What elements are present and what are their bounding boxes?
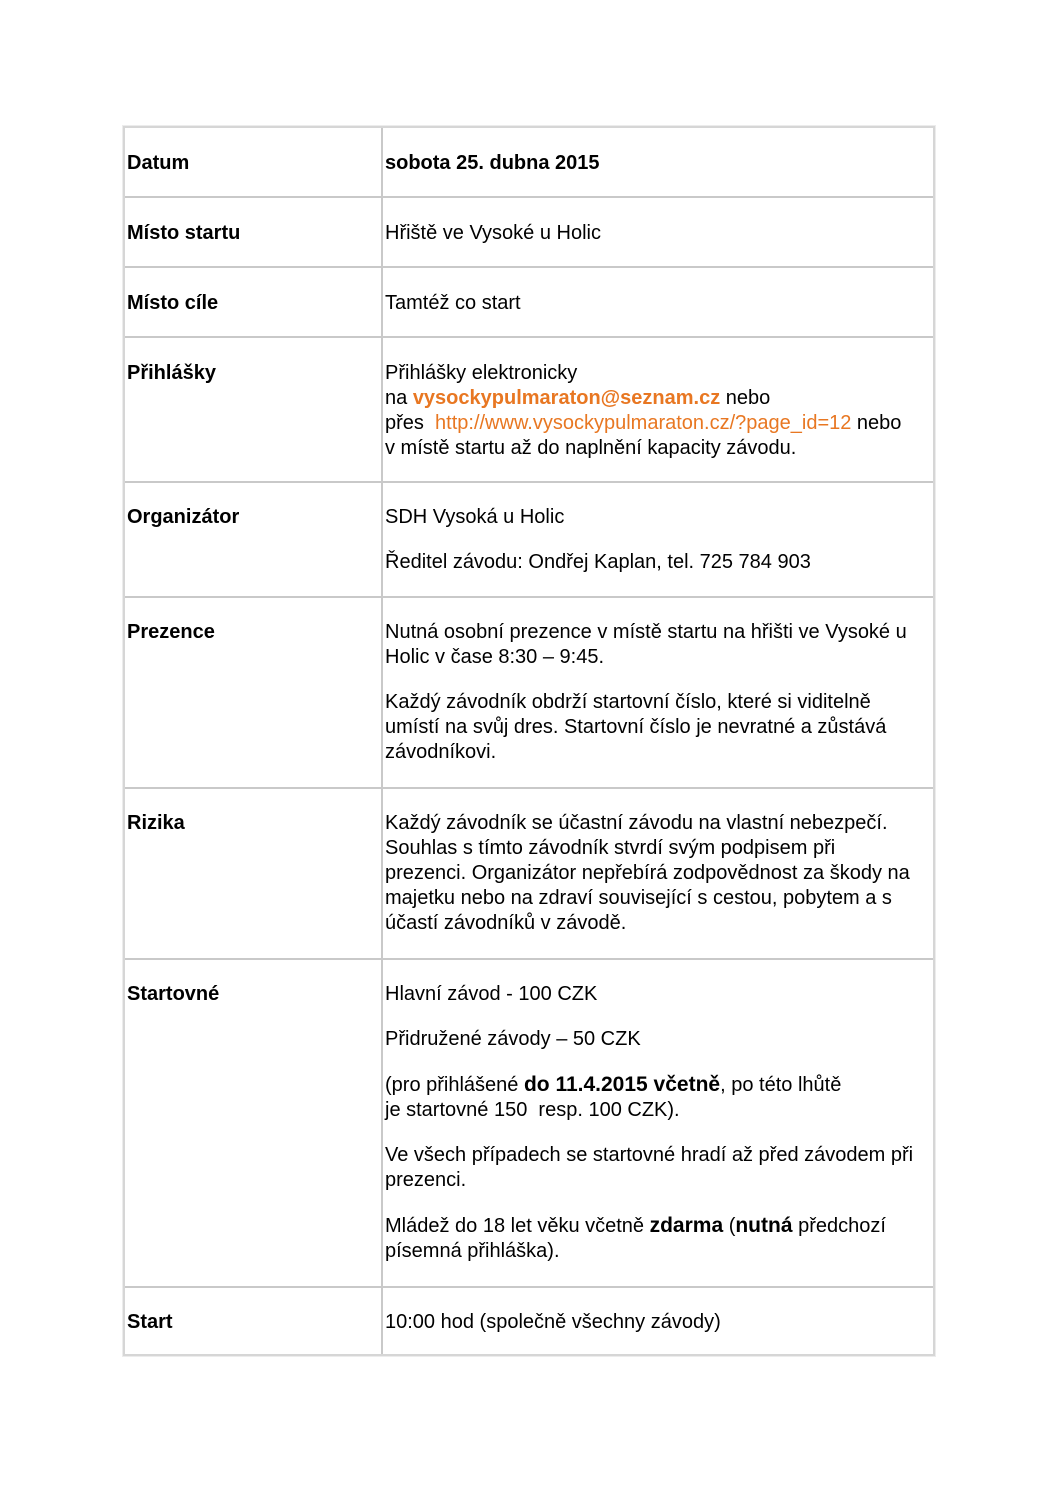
table-row-datum (125, 128, 933, 198)
registration-url-link[interactable]: http://www.vysockypulmaraton.cz/?page_id=12 (435, 412, 852, 434)
row-value (383, 598, 933, 789)
row-label (125, 198, 383, 268)
table-row-start (125, 1288, 933, 1354)
label-text: Místo startu (127, 222, 241, 244)
label-text: Datum (127, 152, 190, 174)
row-value (383, 128, 933, 198)
presence-paragraph-1: Nutná osobní prezence v místě startu na hřišti ve Vysoké u Holic v čase 8:30 – 9:45. (385, 621, 907, 668)
text: Mládež do 18 let věku včetně (385, 1215, 650, 1237)
document-page (123, 126, 935, 1356)
text: (pro přihlášené (385, 1074, 524, 1096)
presence-paragraph-2: Každý závodník obdrží startovní číslo, které si viditelně umístí na svůj dres. Startovní číslo je nevratné a zůstává závodníkovi. (385, 691, 887, 763)
payment-note: Ve všech případech se startovné hradí až před závodem při prezenci. (385, 1144, 914, 1191)
required-label: nutná (735, 1214, 793, 1237)
early-registration-note (385, 1072, 919, 1123)
table-row-misto-cile (125, 268, 933, 338)
text: předchozí písemná přihláška). (385, 1215, 886, 1262)
text: nebo (720, 387, 771, 409)
row-label (125, 128, 383, 198)
youth-note (385, 1213, 919, 1264)
date-value: sobota 25. dubna 2015 (385, 152, 600, 174)
row-label (125, 598, 383, 789)
row-value (383, 268, 933, 338)
row-value (383, 338, 933, 483)
main-race-fee: Hlavní závod - 100 CZK (385, 983, 598, 1005)
free-label: zdarma (649, 1214, 724, 1237)
label-text: Místo cíle (127, 292, 219, 314)
row-value (383, 1288, 933, 1354)
table-row-prihlasky (125, 338, 933, 483)
row-label (125, 960, 383, 1288)
text: , po této lhůtě (720, 1074, 842, 1096)
table-row-misto-startu (125, 198, 933, 268)
start-time-value: 10:00 hod (společně všechny závody) (385, 1311, 721, 1333)
fees-block (385, 960, 931, 1286)
label-text: Startovné (127, 983, 220, 1005)
table-row-organizator (125, 483, 933, 598)
text: nebo (851, 412, 902, 434)
label-text: Rizika (127, 812, 185, 834)
presence-block (385, 598, 931, 787)
text: je startovné 150 resp. 100 CZK). (385, 1099, 680, 1121)
row-value (383, 483, 933, 598)
organizer-name: SDH Vysoká u Holic (385, 506, 565, 528)
label-text: Přihlášky (127, 362, 216, 384)
deadline-date: do 11.4.2015 včetně (523, 1073, 721, 1096)
email-link[interactable]: vysockypulmaraton@seznam.cz (412, 387, 721, 409)
table-row-prezence (125, 598, 933, 789)
start-location-value: Hřiště ve Vysoké u Holic (385, 222, 601, 244)
race-info-table (123, 126, 935, 1356)
row-value (383, 789, 933, 960)
row-label (125, 268, 383, 338)
table-row-rizika (125, 789, 933, 960)
label-text: Organizátor (127, 506, 240, 528)
finish-location-value: Tamtéž co start (385, 292, 521, 314)
text: ( (723, 1215, 736, 1237)
race-director: Ředitel závodu: Ondřej Kaplan, tel. 725 784 903 (385, 551, 811, 573)
registration-line-3 (385, 411, 931, 436)
registration-line-2 (385, 386, 931, 411)
associated-race-fee: Přidružené závody – 50 CZK (385, 1028, 641, 1050)
row-label (125, 338, 383, 483)
table-row-startovne (125, 960, 933, 1288)
registration-line-1: Přihlášky elektronicky (385, 362, 578, 384)
organizer-block (385, 483, 931, 596)
registration-text (385, 338, 931, 481)
text: přes (385, 412, 436, 434)
label-text: Prezence (127, 621, 215, 643)
row-label (125, 789, 383, 960)
risks-block (385, 789, 931, 958)
row-label (125, 1288, 383, 1354)
row-value (383, 198, 933, 268)
row-label (125, 483, 383, 598)
label-text: Start (127, 1311, 173, 1333)
row-value (383, 960, 933, 1288)
risks-paragraph: Každý závodník se účastní závodu na vlastní nebezpečí. Souhlas s tímto závodník stvrdí svým podpisem při prezenci. Organizátor nepřebírá zodpovědnost za škody na majetku nebo na zdraví související s cestou, pobytem a s účastí závodníků v závodě. (385, 812, 910, 934)
registration-line-4: v místě startu až do naplnění kapacity závodu. (385, 437, 797, 459)
text: na (385, 387, 413, 409)
